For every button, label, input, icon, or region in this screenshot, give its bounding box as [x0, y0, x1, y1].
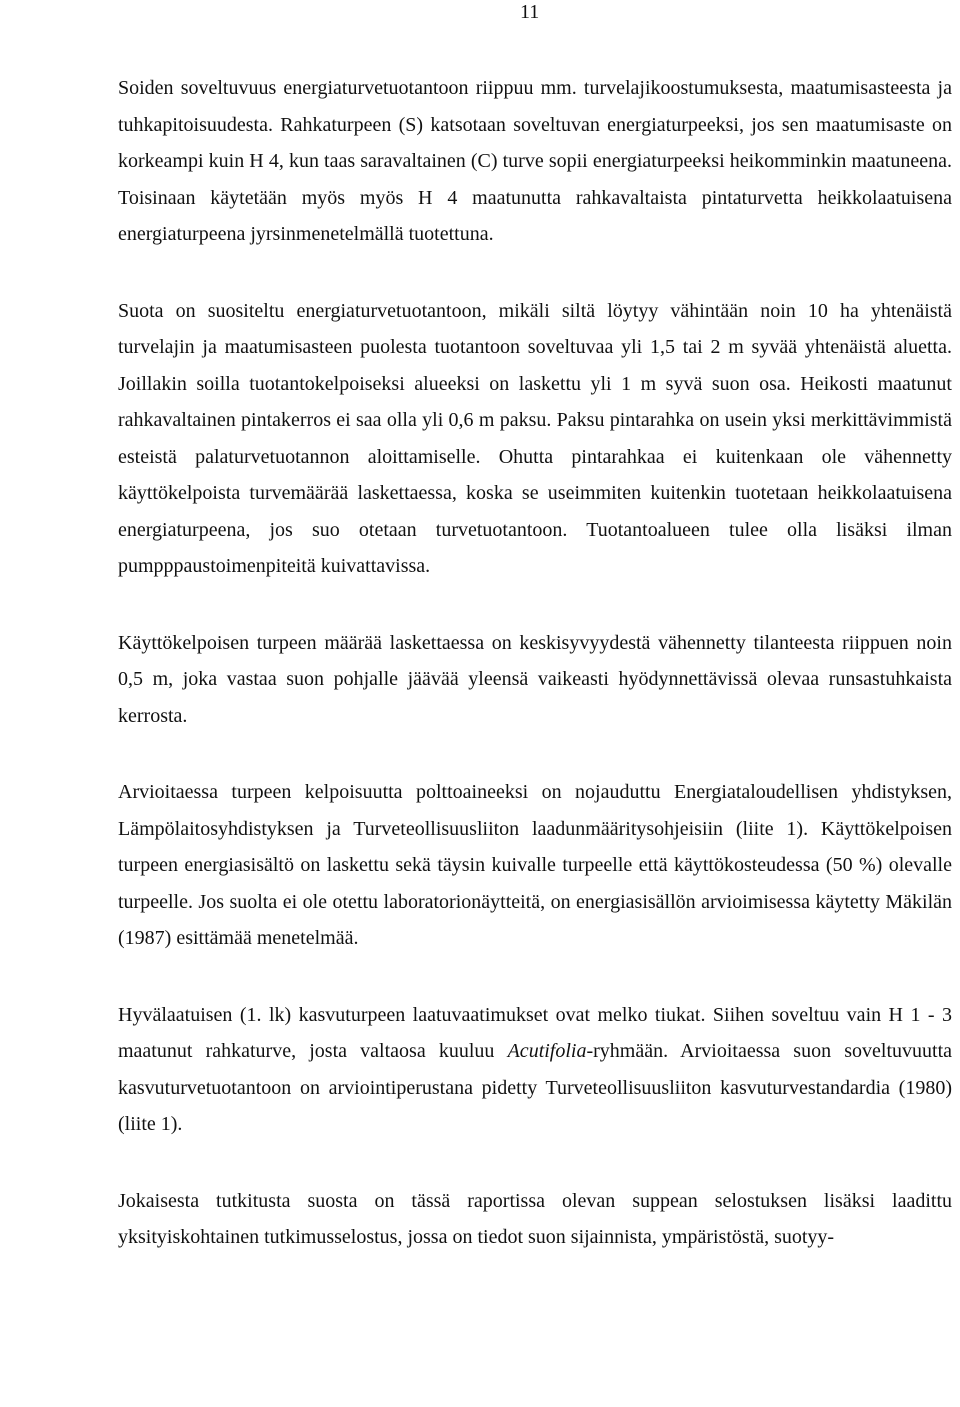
paragraph-peat-suitability: Soiden soveltuvuus energiaturvetuotantoon riippuu mm. turvelajikoostumuksesta, maatumisasteesta ja tuhkapitoisuudesta. Rahkaturpeen (S) katsotaan soveltuvan energiaturpeeksi, jos sen maatumisaste on korkeampi kuin H 4, kun taas saravaltainen (C) turve sopii energiaturpeeksi heikomminkin maatuneena. Toisinaan käytetään myös myös H 4 maatunutta rahkavaltaista pintaturvetta heikkolaatuisena energiaturpeena jyrsinmenetelmällä tuotettuna.	[118, 77, 952, 245]
paragraph-growing-peat	[118, 997, 952, 1143]
paragraph-usable-peat-amount: Käyttökelpoisen turpeen määrää laskettaessa on keskisyvyydestä vähennetty tilanteesta riippuen noin 0,5 m, joka vastaa suon pohjalle jäävää yleensä vaikeasti hyödynnettävissä olevaa runsastuhkaista kerrosta.	[118, 631, 952, 727]
document-body	[118, 70, 952, 1296]
species-group-name: Acutifolia	[507, 1040, 587, 1062]
paragraph-fuel-quality: Arvioitaessa turpeen kelpoisuutta polttoaineeksi on nojauduttu Energiataloudellisen yhdistyksen, Lämpölaitosyhdistyksen ja Turveteollisuusliiton laadunmääritysohjeisiin (liite 1). Käyttökelpoisen turpeen energiasisältö on laskettu sekä täysin kuivalle turpeelle että käyttökosteudessa (50 %) olevalle turpeelle. Jos suolta ei ole otettu laboratorionäytteitä, on energiasisällön arvioimisessa käytetty Mäkilän (1987) esittämää menetelmää.	[118, 781, 952, 949]
paragraph-bog-criteria: Suota on suositeltu energiaturvetuotantoon, mikäli siltä löytyy vähintään noin 10 ha yhtenäistä turvelajin ja maatumisasteen puolesta tuotantoon soveltuvaa yli 1,5 tai 2 m syvää yhtenäistä aluetta. Joillakin soilla tuotantokelpoiseksi alueeksi on laskettu yli 1 m syvä suon osa. Heikosti maatunut rahkavaltainen pintakerros ei saa olla yli 0,6 m paksu. Paksu pintarahka on usein yksi merkittävimmistä esteistä palaturvetuotannon aloittamiselle. Ohutta pintarahkaa ei kuitenkaan ole vähennetty käyttökelpoista turvemäärää laskettaessa, koska se useimmiten kuitenkin tuotetaan heikkolaatuisena energiaturpeena, jos suo otetaan turvetuotantoon. Tuotantoalueen tulee olla lisäksi ilman pumpppaustoimenpiteitä kuivattavissa.	[118, 299, 952, 577]
page-number: 11	[520, 1, 540, 23]
paragraph-survey-reports: Jokaisesta tutkitusta suosta on tässä raportissa olevan suppean selostuksen lisäksi laadittu yksityiskohtainen tutkimusselostus, jossa on tiedot suon sijainnista, ympäristöstä, suotyy-	[118, 1189, 952, 1248]
growing-peat-text-end: -ryhmään. Arvioitaessa suon soveltuvuutta kasvuturvetuotantoon on arviointiperustana pidetty Turveteollisuusliiton kasvuturvestandardia (1980) (liite 1).	[118, 1040, 953, 1135]
growing-peat-text-start: Hyvälaatuisen (1. lk) kasvuturpeen laatuvaatimukset ovat melko tiukat. Siihen soveltuu vain H 1 - 3 maatunut rahkaturve, josta valtaosa kuuluu	[118, 1003, 952, 1062]
